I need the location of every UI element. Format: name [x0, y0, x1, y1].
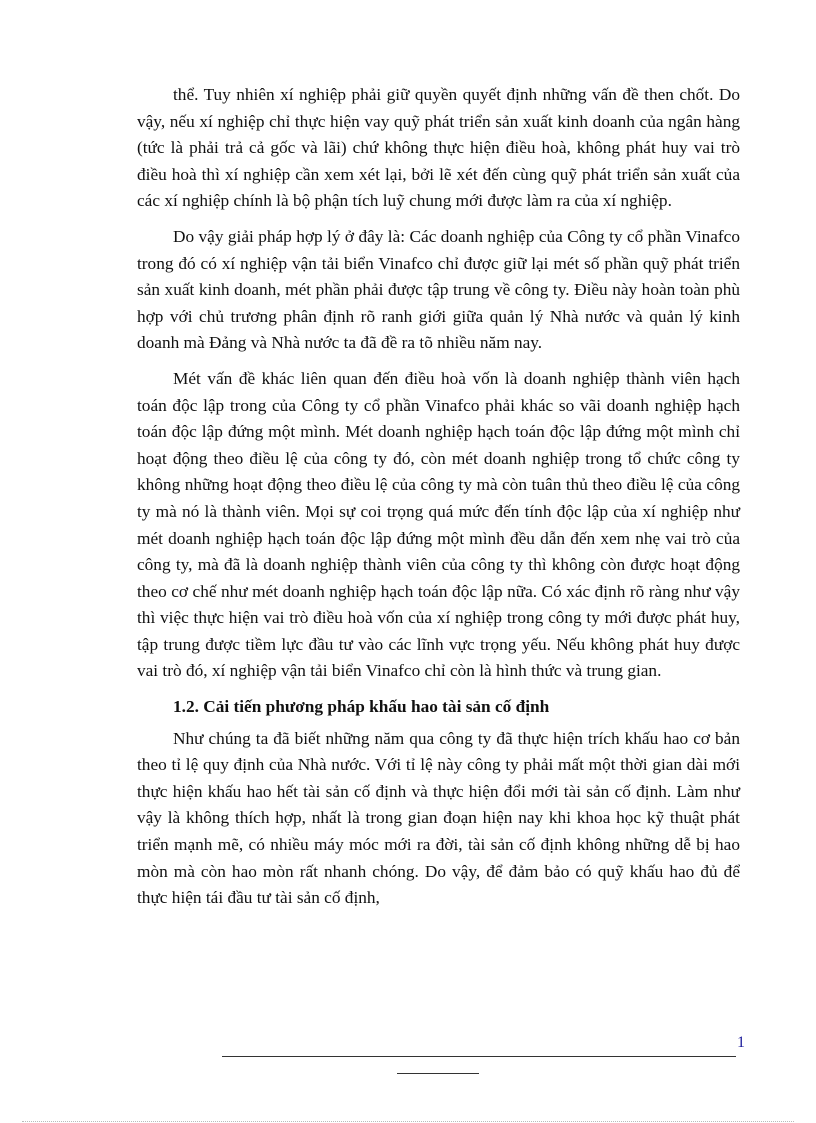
page-bottom-edge — [22, 1121, 794, 1122]
section-heading: 1.2. Cải tiến phương pháp khấu hao tài sản cố định — [173, 697, 550, 717]
footer-rule-short — [397, 1073, 479, 1074]
page-number: 1 — [737, 1034, 745, 1051]
paragraph-3: Mét vấn đề khác liên quan đến điều hoà vốn là doanh nghiệp thành viên hạch toán độc lập trong của Công ty cổ phần Vinafco phải khác so vãi doanh nghiệp hạch toán độc lập đứng một mình. Mét doanh nghiệp hạch toán độc lập đứng một mình chỉ hoạt động theo điều lệ của công ty đó, còn mét doanh nghiệp trong tổ chức công ty không những hoạt động theo điều lệ của công ty mà còn tuân thủ theo điều lệ của công ty mà nó là thành viên. Mọi sự coi trọng quá mức đến tính độc lập của xí nghiệp như mét doanh nghiệp hạch toán độc lập đứng một mình đều dẫn đến xem nhẹ vai trò của công ty, mà đã là doanh nghiệp thành viên của công ty thì không còn được hoạt động theo cơ chế như mét doanh nghiệp hạch toán độc lập nữa. Có xác định rõ ràng như vậy thì việc thực hiện vai trò điều hoà vốn của xí nghiệp trong công ty mới được phát huy, tập trung được tiềm lực đầu tư vào các lĩnh vực trọng yếu. Nếu không phát huy được vai trò đó, xí nghiệp vận tải biển Vinafco chỉ còn là hình thức và trung gian. — [137, 368, 740, 681]
paragraph-4: Như chúng ta đã biết những năm qua công ty đã thực hiện trích khấu hao cơ bản theo tỉ lệ quy định của Nhà nước. Với tỉ lệ này công ty phải mất một thời gian dài mới thực hiện khấu hao hết tài sản cố định và thực hiện đổi mới tài sản cố định. Làm như vậy là không thích hợp, nhất là trong gian đoạn hiện nay khi khoa học kỹ thuật phát triển mạnh mẽ, có nhiều máy móc mới ra đời, tài sản cố định không những dễ bị hao mòn mà còn hao mòn rất nhanh chóng. Do vậy, để đảm bảo có quỹ khấu hao đủ để thực hiện tái đầu tư tài sản cố định, — [137, 728, 740, 908]
page-body — [137, 82, 740, 921]
paragraph-2: Do vậy giải pháp hợp lý ở đây là: Các doanh nghiệp của Công ty cổ phần Vinafco trong đó có xí nghiệp vận tải biển Vinafco chỉ được giữ lại mét số phần quỹ phát triển sản xuất kinh doanh, mét phần phải được tập trung về công ty. Điều này hoàn toàn phù hợp với chủ trương phân định rõ ranh giới giữa quản lý Nhà nước và quản lý kinh doanh mà Đảng và Nhà nước ta đã đề ra tõ nhiều năm nay. — [137, 226, 740, 353]
footer-rule — [222, 1056, 736, 1057]
paragraph-1: thể. Tuy nhiên xí nghiệp phải giữ quyền quyết định những vấn đề then chốt. Do vậy, nếu xí nghiệp chỉ thực hiện vay quỹ phát triển sản xuất kinh doanh của ngân hàng (tức là phải trả cả gốc và lãi) chứ không thực hiện điều hoà, không phát huy vai trò điều hoà thì xí nghiệp cần xem xét lại, bởi lẽ xét đến cùng quỹ phát triển sản xuất của các xí nghiệp chính là bộ phận tích luỹ chung mới được làm ra của xí nghiệp. — [137, 85, 740, 211]
